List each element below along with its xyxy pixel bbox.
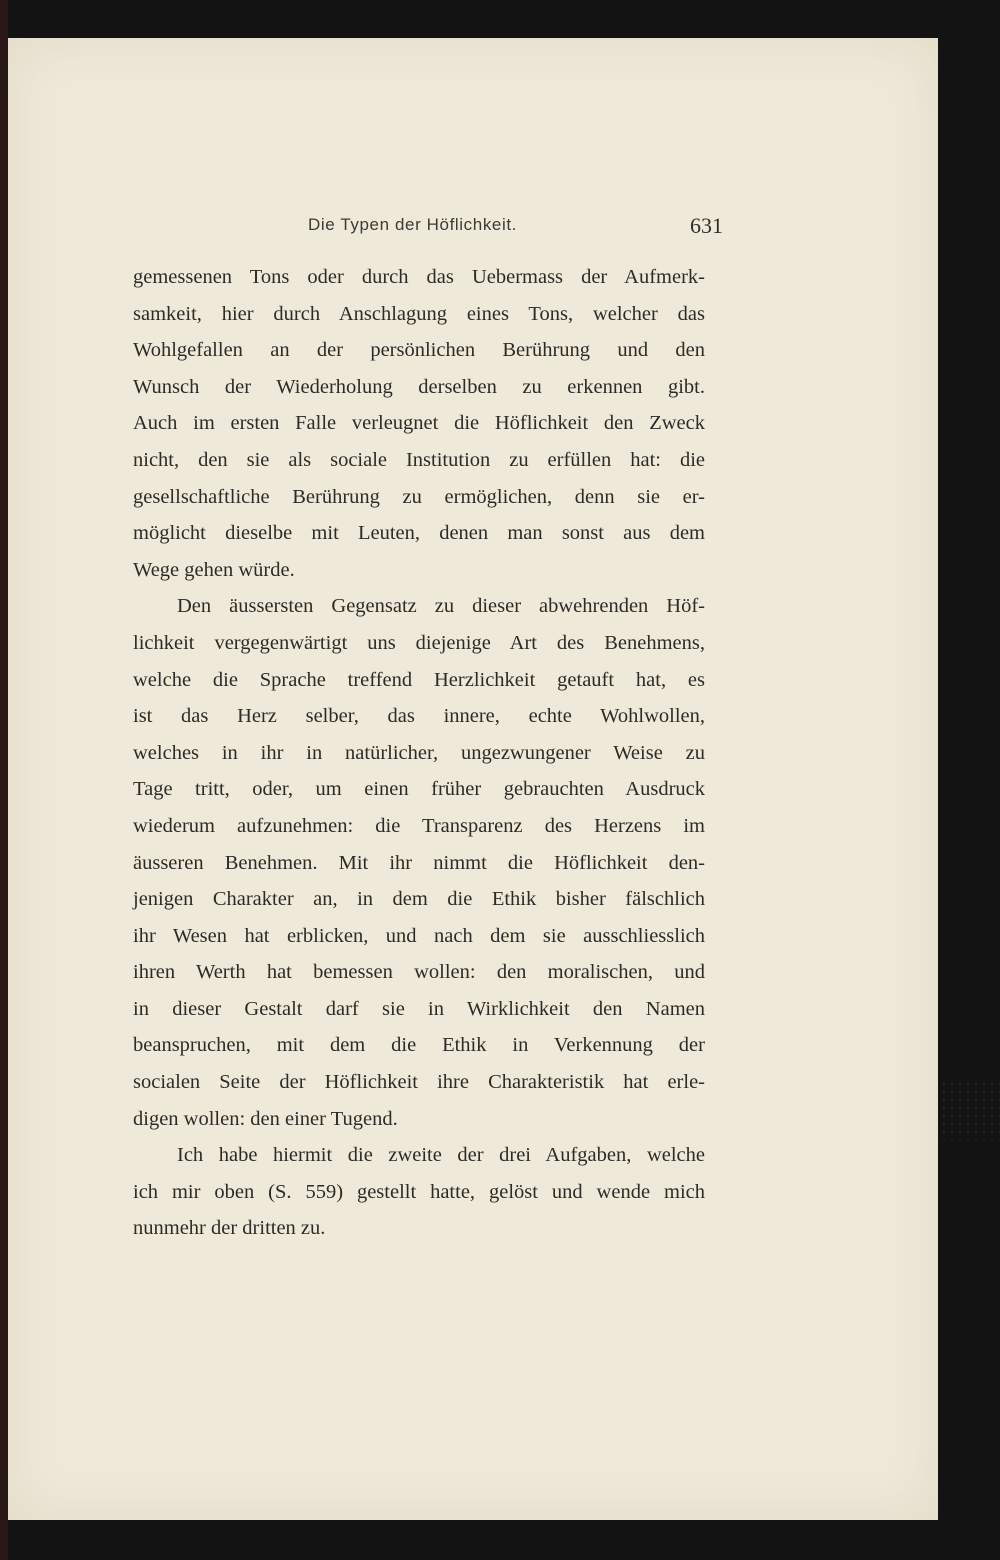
scan-noise bbox=[940, 1080, 1000, 1140]
text-line: welches in ihr in natürlicher, ungezwungener Weise zu bbox=[133, 741, 705, 764]
book-page bbox=[8, 38, 938, 1520]
book-spine-edge bbox=[0, 0, 8, 1560]
paragraph-start-line: Den äussersten Gegensatz zu dieser abwehrenden Höf- bbox=[177, 595, 705, 618]
text-line: Auch im ersten Falle verleugnet die Höflichkeit den Zweck bbox=[133, 412, 705, 435]
paragraph-start-line: Ich habe hiermit die zweite der drei Aufgaben, welche bbox=[177, 1144, 705, 1167]
paragraph-end-line: nunmehr der dritten zu. bbox=[133, 1217, 326, 1240]
text-line: welche die Sprache treffend Herzlichkeit getauft hat, es bbox=[133, 668, 705, 691]
running-head bbox=[133, 211, 723, 251]
text-line: gemessenen Tons oder durch das Uebermass der Aufmerk- bbox=[133, 266, 705, 288]
paragraph-end-line: Wege gehen würde. bbox=[133, 558, 295, 581]
text-line: ihren Werth hat bemessen wollen: den moralischen, und bbox=[133, 961, 705, 984]
text-line: jenigen Charakter an, in dem die Ethik bisher fälschlich bbox=[133, 888, 705, 911]
text-line: Wohlgefallen an der persönlichen Berührung und den bbox=[133, 339, 705, 362]
text-line: äusseren Benehmen. Mit ihr nimmt die Höflichkeit den- bbox=[133, 851, 705, 874]
text-line: socialen Seite der Höflichkeit ihre Charakteristik hat erle- bbox=[133, 1071, 705, 1094]
text-line: Tage tritt, oder, um einen früher gebrauchten Ausdruck bbox=[133, 778, 705, 801]
body-text bbox=[133, 259, 705, 1247]
text-line: ihr Wesen hat erblicken, und nach dem sie ausschliesslich bbox=[133, 924, 705, 947]
text-line: wiederum aufzunehmen: die Transparenz des Herzens im bbox=[133, 814, 705, 837]
text-line: ich mir oben (S. 559) gestellt hatte, gelöst und wende mich bbox=[133, 1180, 705, 1203]
page-number: 631 bbox=[690, 213, 723, 238]
text-line: beanspruchen, mit dem die Ethik in Verkennung der bbox=[133, 1034, 705, 1057]
text-line: möglicht dieselbe mit Leuten, denen man sonst aus dem bbox=[133, 522, 705, 545]
text-line: lichkeit vergegenwärtigt uns diejenige Art des Benehmens, bbox=[133, 631, 705, 654]
text-line: samkeit, hier durch Anschlagung eines Tons, welcher das bbox=[133, 302, 705, 325]
text-line: Wunsch der Wiederholung derselben zu erkennen gibt. bbox=[133, 375, 705, 398]
paragraph-end-line: digen wollen: den einer Tugend. bbox=[133, 1107, 398, 1130]
running-title: Die Typen der Höflichkeit. bbox=[308, 215, 517, 234]
text-line: ist das Herz selber, das innere, echte Wohlwollen, bbox=[133, 705, 705, 728]
text-line: nicht, den sie als sociale Institution zu erfüllen hat: die bbox=[133, 448, 705, 471]
text-line: gesellschaftliche Berührung zu ermöglichen, denn sie er- bbox=[133, 485, 705, 508]
text-line: in dieser Gestalt darf sie in Wirklichkeit den Namen bbox=[133, 997, 705, 1020]
